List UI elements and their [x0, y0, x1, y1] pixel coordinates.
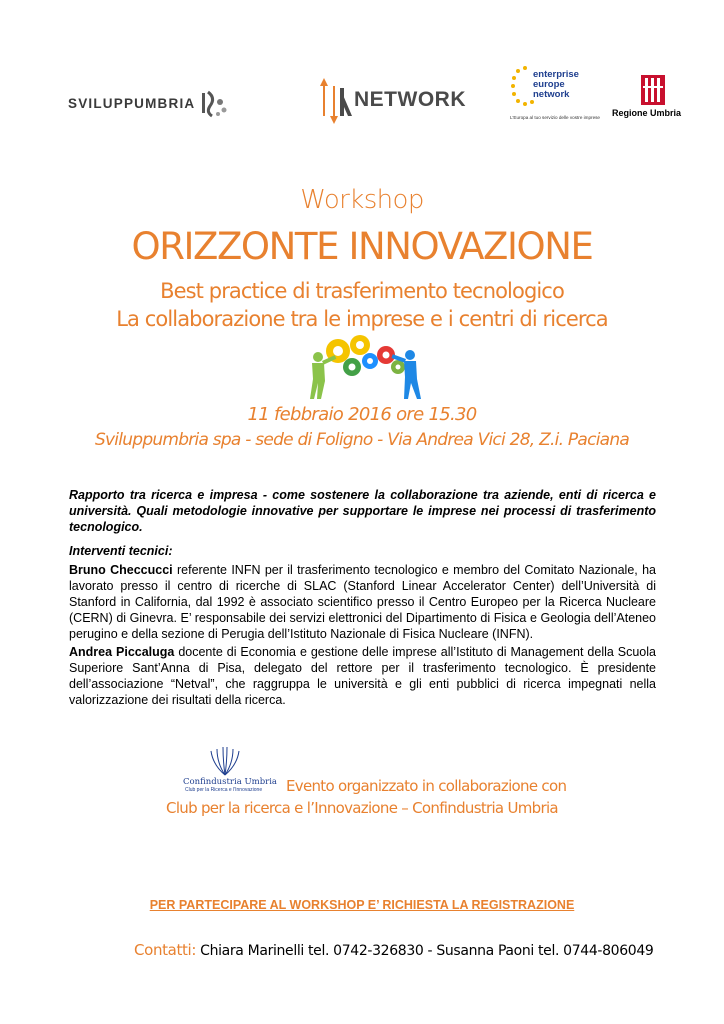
collaboration-line-1: Evento organizzato in collaborazione con [286, 777, 567, 795]
subtitle-2: La collaborazione tra le imprese e i centri di ricerca [116, 307, 608, 331]
gear-icon [350, 335, 370, 355]
sviluppumbria-logo-text: SVILUPPUMBRIA [68, 96, 196, 111]
speaker-bio: referente INFN per il trasferimento tecnologico e membro del Comitato Nazionale, ha lavorato presso il centro di ricerche di SLAC (Stanford Linear Accelerator Center) dell’Università di Stanford in California, dal 1992 è associato scientifico presso il Centro Europeo per la Ricerca Nucleare (CERN) di Ginevra. E’ responsabile dei servizi elettronici del Dipartimento di Fisica e Geologia dell’Ateneo perugino e della sezione di Perugia dell’Istituto Nazionale di Fisica Nucleare (INFN). [69, 563, 656, 641]
speaker-bio: docente di Economia e gestione delle imprese all’Istituto di Management della Scuola Superiore Sant’Anna di Pisa, delegato del rettore per il trasferimento tecnologico. È presidente dell’associazione “Netval”, che raggruppa le università e gli enti pubblici di ricerca impegnati nella valorizzazione dei risultati della ricerca. [69, 645, 656, 707]
contacts-value: Chiara Marinelli tel. 0742-326830 - Susanna Paoni tel. 0744-806049 [196, 943, 654, 959]
speaker-name: Andrea Piccaluga [69, 645, 175, 659]
speaker-name: Bruno Checcucci [69, 563, 173, 577]
speaker-paragraph [69, 644, 656, 708]
gear-icon [362, 353, 378, 369]
gears-teamwork-illustration [298, 333, 428, 401]
gear-icon [377, 346, 395, 364]
subtitle-1: Best practice di trasferimento tecnologico [160, 279, 564, 303]
gear-icon [343, 358, 361, 376]
kicker-heading: Workshop [300, 185, 424, 215]
regione-umbria-logo [612, 74, 692, 122]
sviluppumbria-mark-icon [198, 88, 228, 120]
innetwork-logo-text: NETWORK [354, 88, 466, 111]
regione-umbria-logo-text: Regione Umbria [612, 108, 682, 118]
innetwork-logo [318, 76, 468, 126]
contacts-line [134, 941, 653, 959]
confindustria-mark-icon [205, 745, 245, 777]
event-datetime: 11 febbraio 2016 ore 15.30 [247, 404, 477, 425]
event-venue: Sviluppumbria spa - sede di Foligno - Via Andrea Vici 28, Z.i. Paciana [94, 430, 630, 450]
person-icon [310, 352, 336, 399]
person-icon [391, 350, 421, 399]
regione-umbria-emblem-icon [640, 74, 666, 106]
page-title: ORIZZONTE INNOVAZIONE [131, 225, 593, 268]
interventi-label: Interventi tecnici: [69, 544, 173, 558]
enterprise-europe-network-logo [510, 64, 600, 126]
collaboration-line-2: Club per la ricerca e l’Innovazione – Confindustria Umbria [166, 799, 558, 817]
confindustria-logo-subtext: Club per la Ricerca e l'Innovazione [185, 787, 263, 793]
sviluppumbria-logo [68, 88, 233, 122]
innetwork-mark-icon [318, 76, 354, 126]
confindustria-umbria-logo [183, 745, 283, 795]
contacts-label: Contatti: [134, 941, 197, 959]
intro-paragraph: Rapporto tra ricerca e impresa - come sostenere la collaborazione tra aziende, enti di ricerca e università. Quali metodologie innovative per supportare le imprese nei processi di trasferimento tecnologico. [69, 488, 656, 534]
speaker-paragraph [69, 562, 656, 642]
een-tagline: L'Europa al tuo servizio delle vostre imprese [510, 115, 600, 120]
een-logo-text: enterprise europe network [533, 69, 579, 100]
registration-link[interactable]: PER PARTECIPARE AL WORKSHOP E’ RICHIESTA LA REGISTRAZIONE [149, 898, 575, 912]
confindustria-logo-text: Confindustria Umbria [183, 777, 277, 787]
